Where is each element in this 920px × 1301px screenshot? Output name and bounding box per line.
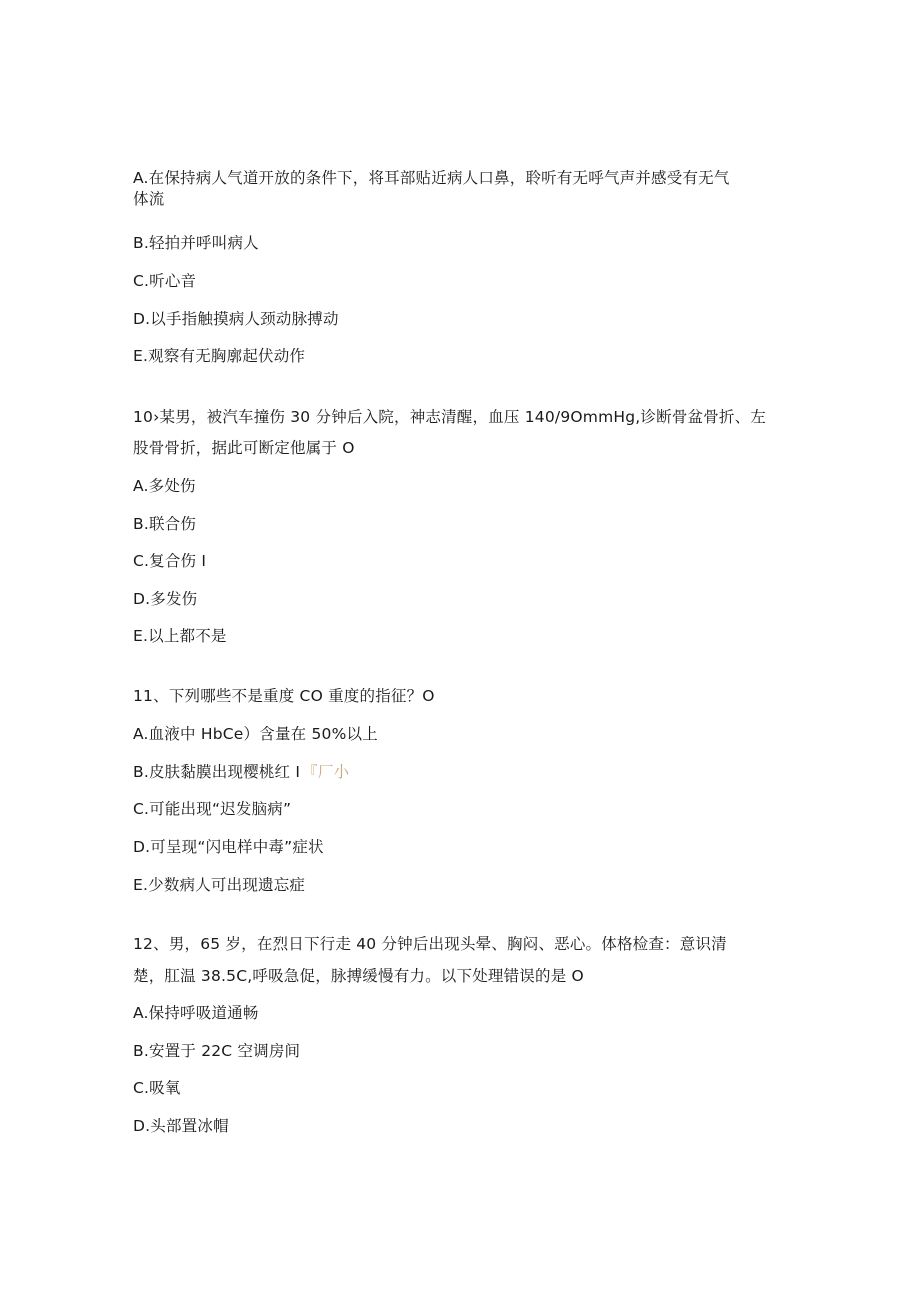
q9-option-b: B.轻拍并呼叫病人 [133, 234, 259, 252]
q11-option-a: A.血液中 HbCe）含量在 50%以上 [133, 725, 378, 743]
q11-option-b: B.皮肤黏膜出现樱桃红 I [133, 763, 301, 781]
q12-option-d: D.头部置冰帽 [133, 1117, 229, 1135]
q12-option-c: C.吸氧 [133, 1079, 181, 1097]
q10-option-b: B.联合伤 [133, 515, 197, 533]
q10-option-a: A.多处伤 [133, 477, 196, 495]
q11-option-b-row [133, 762, 349, 782]
q9-option-c: C.听心音 [133, 272, 197, 290]
q11-option-e: E.少数病人可出现遗忘症 [133, 876, 306, 894]
q11-option-b-annotation: 『厂小 [302, 763, 350, 781]
q9-option-e: E.观察有无胸廓起伏动作 [133, 347, 306, 365]
q10-option-d: D.多发伤 [133, 590, 198, 608]
q10-stem-line2: 股骨骨折，据此可断定他属于 O [133, 439, 355, 457]
q10-stem-line1: 10›某男，被汽车撞伤 30 分钟后入院，神志清醒，血压 140/9OmmHg,诊断骨盆骨折、左 [133, 408, 767, 426]
q11-option-c: C.可能出现“迟发脑病” [133, 800, 292, 818]
q12-stem-line1: 12、男，65 岁，在烈日下行走 40 分钟后出现头晕、胸闷、恶心。体格检查：意识清 [133, 935, 727, 953]
q11-option-d: D.可呈现“闪电样中毒”症状 [133, 838, 324, 856]
q12-option-b: B.安置于 22C 空调房间 [133, 1042, 301, 1060]
q12-option-a: A.保持呼吸道通畅 [133, 1004, 259, 1022]
q9-option-a-line2: 体流 [133, 190, 165, 208]
q10-option-c: C.复合伤 I [133, 552, 207, 570]
q12-stem-line2: 楚，肛温 38.5C,呼吸急促，脉搏缓慢有力。以下处理错误的是 O [133, 967, 584, 985]
q9-option-d: D.以手指触摸病人颈动脉搏动 [133, 310, 339, 328]
q10-option-e: E.以上都不是 [133, 627, 227, 645]
q9-option-a-line1: A.在保持病人气道开放的条件下，将耳部贴近病人口鼻，聆听有无呼气声并感受有无气 [133, 169, 730, 187]
q11-stem: 11、下列哪些不是重度 CO 重度的指征？O [133, 687, 435, 705]
